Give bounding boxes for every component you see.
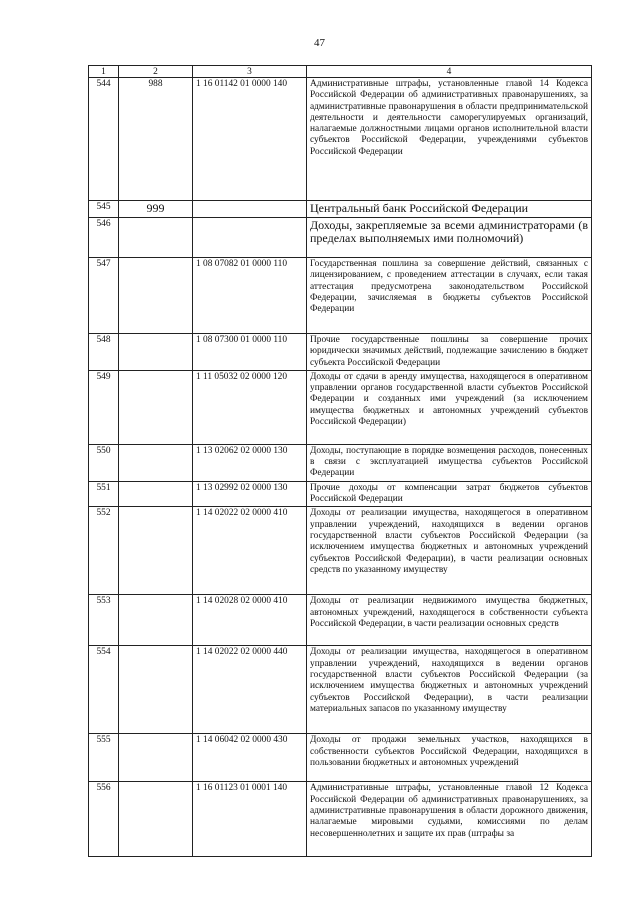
table-row [89, 444, 592, 481]
budget-classification-code: 1 14 02022 02 0000 440 [193, 646, 307, 734]
column-header: 3 [193, 66, 307, 78]
budget-classification-code: 1 13 02992 02 0000 130 [193, 481, 307, 507]
revenue-description: Доходы от реализации недвижимого имущества бюджетных, автономных учреждений, находящегося в собственности субъекта Российской Федерации, в части реализации основных средств [307, 595, 592, 646]
budget-classification-code: 1 08 07082 01 0000 110 [193, 258, 307, 334]
revenue-table [88, 65, 592, 857]
budget-classification-code: 1 08 07300 01 0000 110 [193, 334, 307, 371]
administrator-code [119, 782, 193, 857]
row-number: 549 [89, 370, 119, 444]
column-header: 1 [89, 66, 119, 78]
administrator-code [119, 334, 193, 371]
row-number: 548 [89, 334, 119, 371]
revenue-description: Государственная пошлина за совершение действий, связанных с лицензированием, с проведением аттестации в случаях, если такая аттестация предусмотрена законодательством Российской Федерации, зачисляемая в бюджеты субъектов Российской Федерации [307, 258, 592, 334]
revenue-description: Доходы, поступающие в порядке возмещения расходов, понесенных в связи с эксплуатацией имущества субъектов Российской Федерации [307, 444, 592, 481]
row-number: 556 [89, 782, 119, 857]
budget-classification-code: 1 14 02028 02 0000 410 [193, 595, 307, 646]
revenue-description: Прочие государственные пошлины за совершение прочих юридически значимых действий, подлежащие зачислению в бюджет субъекта Российской Федерации [307, 334, 592, 371]
revenue-description: Доходы, закрепляемые за всеми администраторами (в пределах выполняемых ими полномочий) [307, 218, 592, 258]
table-row [89, 78, 592, 201]
administrator-code [119, 595, 193, 646]
administrator-code [119, 646, 193, 734]
budget-classification-code: 1 16 01142 01 0000 140 [193, 78, 307, 201]
table-row [89, 370, 592, 444]
table-row [89, 507, 592, 595]
column-header: 4 [307, 66, 592, 78]
budget-classification-code: 1 16 01123 01 0001 140 [193, 782, 307, 857]
budget-classification-code: 1 14 06042 02 0000 430 [193, 734, 307, 782]
header-row [89, 66, 592, 78]
row-number: 547 [89, 258, 119, 334]
revenue-description: Доходы от реализации имущества, находящегося в оперативном управлении учреждений, находящихся в ведении органов государственной власти субъектов Российской Федерации (за исключением имущества бюджетных и автономных учреждений субъектов Российской Федерации), в части реализации материальных запасов по указанному имуществу [307, 646, 592, 734]
administrator-code [119, 734, 193, 782]
administrator-code: 999 [119, 201, 193, 218]
column-header: 2 [119, 66, 193, 78]
table-row [89, 595, 592, 646]
table-row [89, 218, 592, 258]
revenue-description: Административные штрафы, установленные главой 12 Кодекса Российской Федерации об административных правонарушениях, за административные правонарушения в области дорожного движения, налагаемые мировыми судьями, комиссиями по делам несовершеннолетних и защите их прав (штрафы за [307, 782, 592, 857]
administrator-code: 988 [119, 78, 193, 201]
table-row [89, 646, 592, 734]
budget-classification-code [193, 218, 307, 258]
revenue-description: Доходы от продажи земельных участков, находящихся в собственности субъектов Российской Федерации, находящихся в пользовании бюджетных и автономных учреждений [307, 734, 592, 782]
administrator-code [119, 258, 193, 334]
page-number: 47 [314, 37, 325, 49]
budget-classification-code [193, 201, 307, 218]
revenue-description: Доходы от реализации имущества, находящегося в оперативном управлении учреждений, находящихся в ведении органов государственной власти субъектов Российской Федерации (за исключением имущества бюджетных и автономных учреждений субъектов Российской Федерации), в части реализации основных средств по указанному имуществу [307, 507, 592, 595]
table-row [89, 334, 592, 371]
row-number: 554 [89, 646, 119, 734]
budget-classification-code: 1 11 05032 02 0000 120 [193, 370, 307, 444]
budget-classification-code: 1 14 02022 02 0000 410 [193, 507, 307, 595]
administrator-code [119, 370, 193, 444]
row-number: 553 [89, 595, 119, 646]
table-row [89, 481, 592, 507]
administrator-code [119, 481, 193, 507]
row-number: 545 [89, 201, 119, 218]
administrator-code [119, 507, 193, 595]
budget-classification-code: 1 13 02062 02 0000 130 [193, 444, 307, 481]
row-number: 544 [89, 78, 119, 201]
table-row [89, 734, 592, 782]
revenue-description: Прочие доходы от компенсации затрат бюджетов субъектов Российской Федерации [307, 481, 592, 507]
row-number: 550 [89, 444, 119, 481]
administrator-code [119, 444, 193, 481]
row-number: 551 [89, 481, 119, 507]
administrator-code [119, 218, 193, 258]
revenue-description: Доходы от сдачи в аренду имущества, находящегося в оперативном управлении органов государственной власти субъектов Российской Федерации и созданных ими учреждений (за исключением имущества бюджетных и автономных учреждений субъектов Российской Федерации) [307, 370, 592, 444]
row-number: 552 [89, 507, 119, 595]
revenue-description: Центральный банк Российской Федерации [307, 201, 592, 218]
table-row [89, 258, 592, 334]
row-number: 546 [89, 218, 119, 258]
revenue-description: Административные штрафы, установленные главой 14 Кодекса Российской Федерации об административных правонарушениях, за административные правонарушения в области предпринимательской деятельности и деятельности саморегулируемых организаций, налагаемые должностными лицами органов исполнительной власти субъектов Российской Федерации, учреждениями субъектов Российской Федерации [307, 78, 592, 201]
table-row [89, 782, 592, 857]
row-number: 555 [89, 734, 119, 782]
table-row [89, 201, 592, 218]
